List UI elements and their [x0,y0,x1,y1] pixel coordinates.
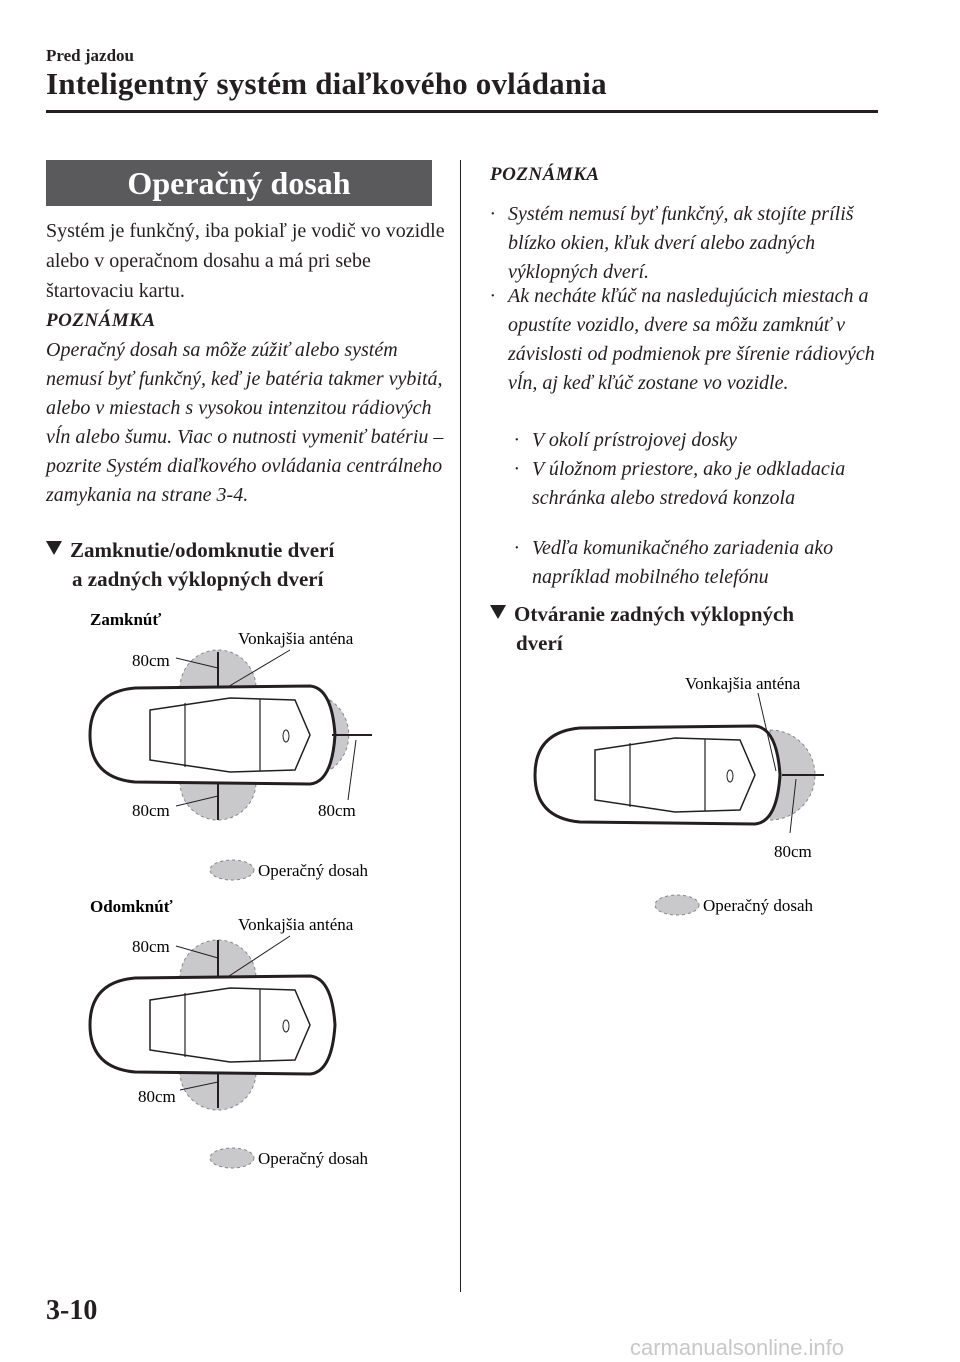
fig-unlock-dist-bottom: 80cm [138,1087,176,1106]
header-rule [46,110,878,113]
page-title: Inteligentný systém diaľkového ovládania [46,66,607,101]
fig-unlock-legend: Operačný dosah [258,1149,368,1168]
page-number: 3-10 [46,1295,98,1326]
fig-lock-dist-top: 80cm [132,651,170,670]
fig-tailgate-legend: Operačný dosah [703,896,813,915]
lock-range-diagram [60,600,460,900]
fig-lock-dist-rear: 80cm [318,801,356,820]
intro-paragraph: Systém je funkčný, iba pokiaľ je vodič vo vozidle alebo v operačnom dosahu a má pri sebe štartovaciu kartu. [46,220,445,302]
note-subbullet-3: · Vedľa komunikačného zariadenia ako napríklad mobilného telefónu [514,537,834,588]
triangle-marker-icon [46,541,62,555]
fig-unlock-label: Odomknúť [90,897,173,916]
note-subbullet-2: · V úložnom priestore, ako je odkladacia schránka alebo stredová konzola [514,458,846,509]
column-divider [460,160,461,1292]
section-banner: Operačný dosah [46,160,432,206]
unlock-range-diagram [60,890,460,1190]
note-text: Operačný dosah sa môže zúžiť alebo systém nemusí byť funkčný, keď je batéria takmer vybitá, alebo v miestach s vysokou intenzitou rádiových vĺn alebo šumu. Viac o nutnosti vymeniť batériu – pozrite Systém diaľkového ovládania centrálneho zamykania na strane 3-4. [46,339,444,506]
fig-unlock-antenna: Vonkajšia anténa [238,915,354,934]
subheading-tailgate: Otváranie zadných výklopných [490,600,794,629]
triangle-marker-icon [490,605,506,619]
fig-lock-antenna: Vonkajšia anténa [238,629,354,648]
note-bullet-2: · Ak necháte kľúč na nasledujúcich miestach a opustíte vozidlo, dvere sa môžu zamknúť v závislosti od podmienok pre šírenie rádiových vĺn, aj keď kľúč zostane vo vozidle. [490,285,875,394]
fig-lock-label: Zamknúť [90,610,162,629]
subheading-tailgate-line2: dverí [516,631,563,655]
fig-tailgate-dist-rear: 80cm [774,842,812,861]
fig-lock-dist-bottom: 80cm [132,801,170,820]
section-label: Pred jazdou [46,46,134,65]
fig-tailgate-antenna: Vonkajšia anténa [685,674,801,693]
note-bullet-1: · Systém nemusí byť funkčný, ak stojíte príliš blízko okien, kľuk dverí alebo zadných výklopných dverí. [490,203,854,283]
tailgate-range-diagram [520,665,880,925]
fig-unlock-dist-top: 80cm [132,937,170,956]
watermark: carmanualsonline.info [630,1335,845,1360]
note-heading: POZNÁMKA [46,310,156,331]
fig-lock-legend: Operačný dosah [258,861,368,880]
subheading-lock-unlock: Zamknutie/odomknutie dverí [46,536,334,565]
note-subbullet-1: · V okolí prístrojovej dosky [514,429,737,451]
note-heading-right: POZNÁMKA [490,164,600,185]
subheading-lock-unlock-line2: a zadných výklopných dverí [72,567,324,591]
